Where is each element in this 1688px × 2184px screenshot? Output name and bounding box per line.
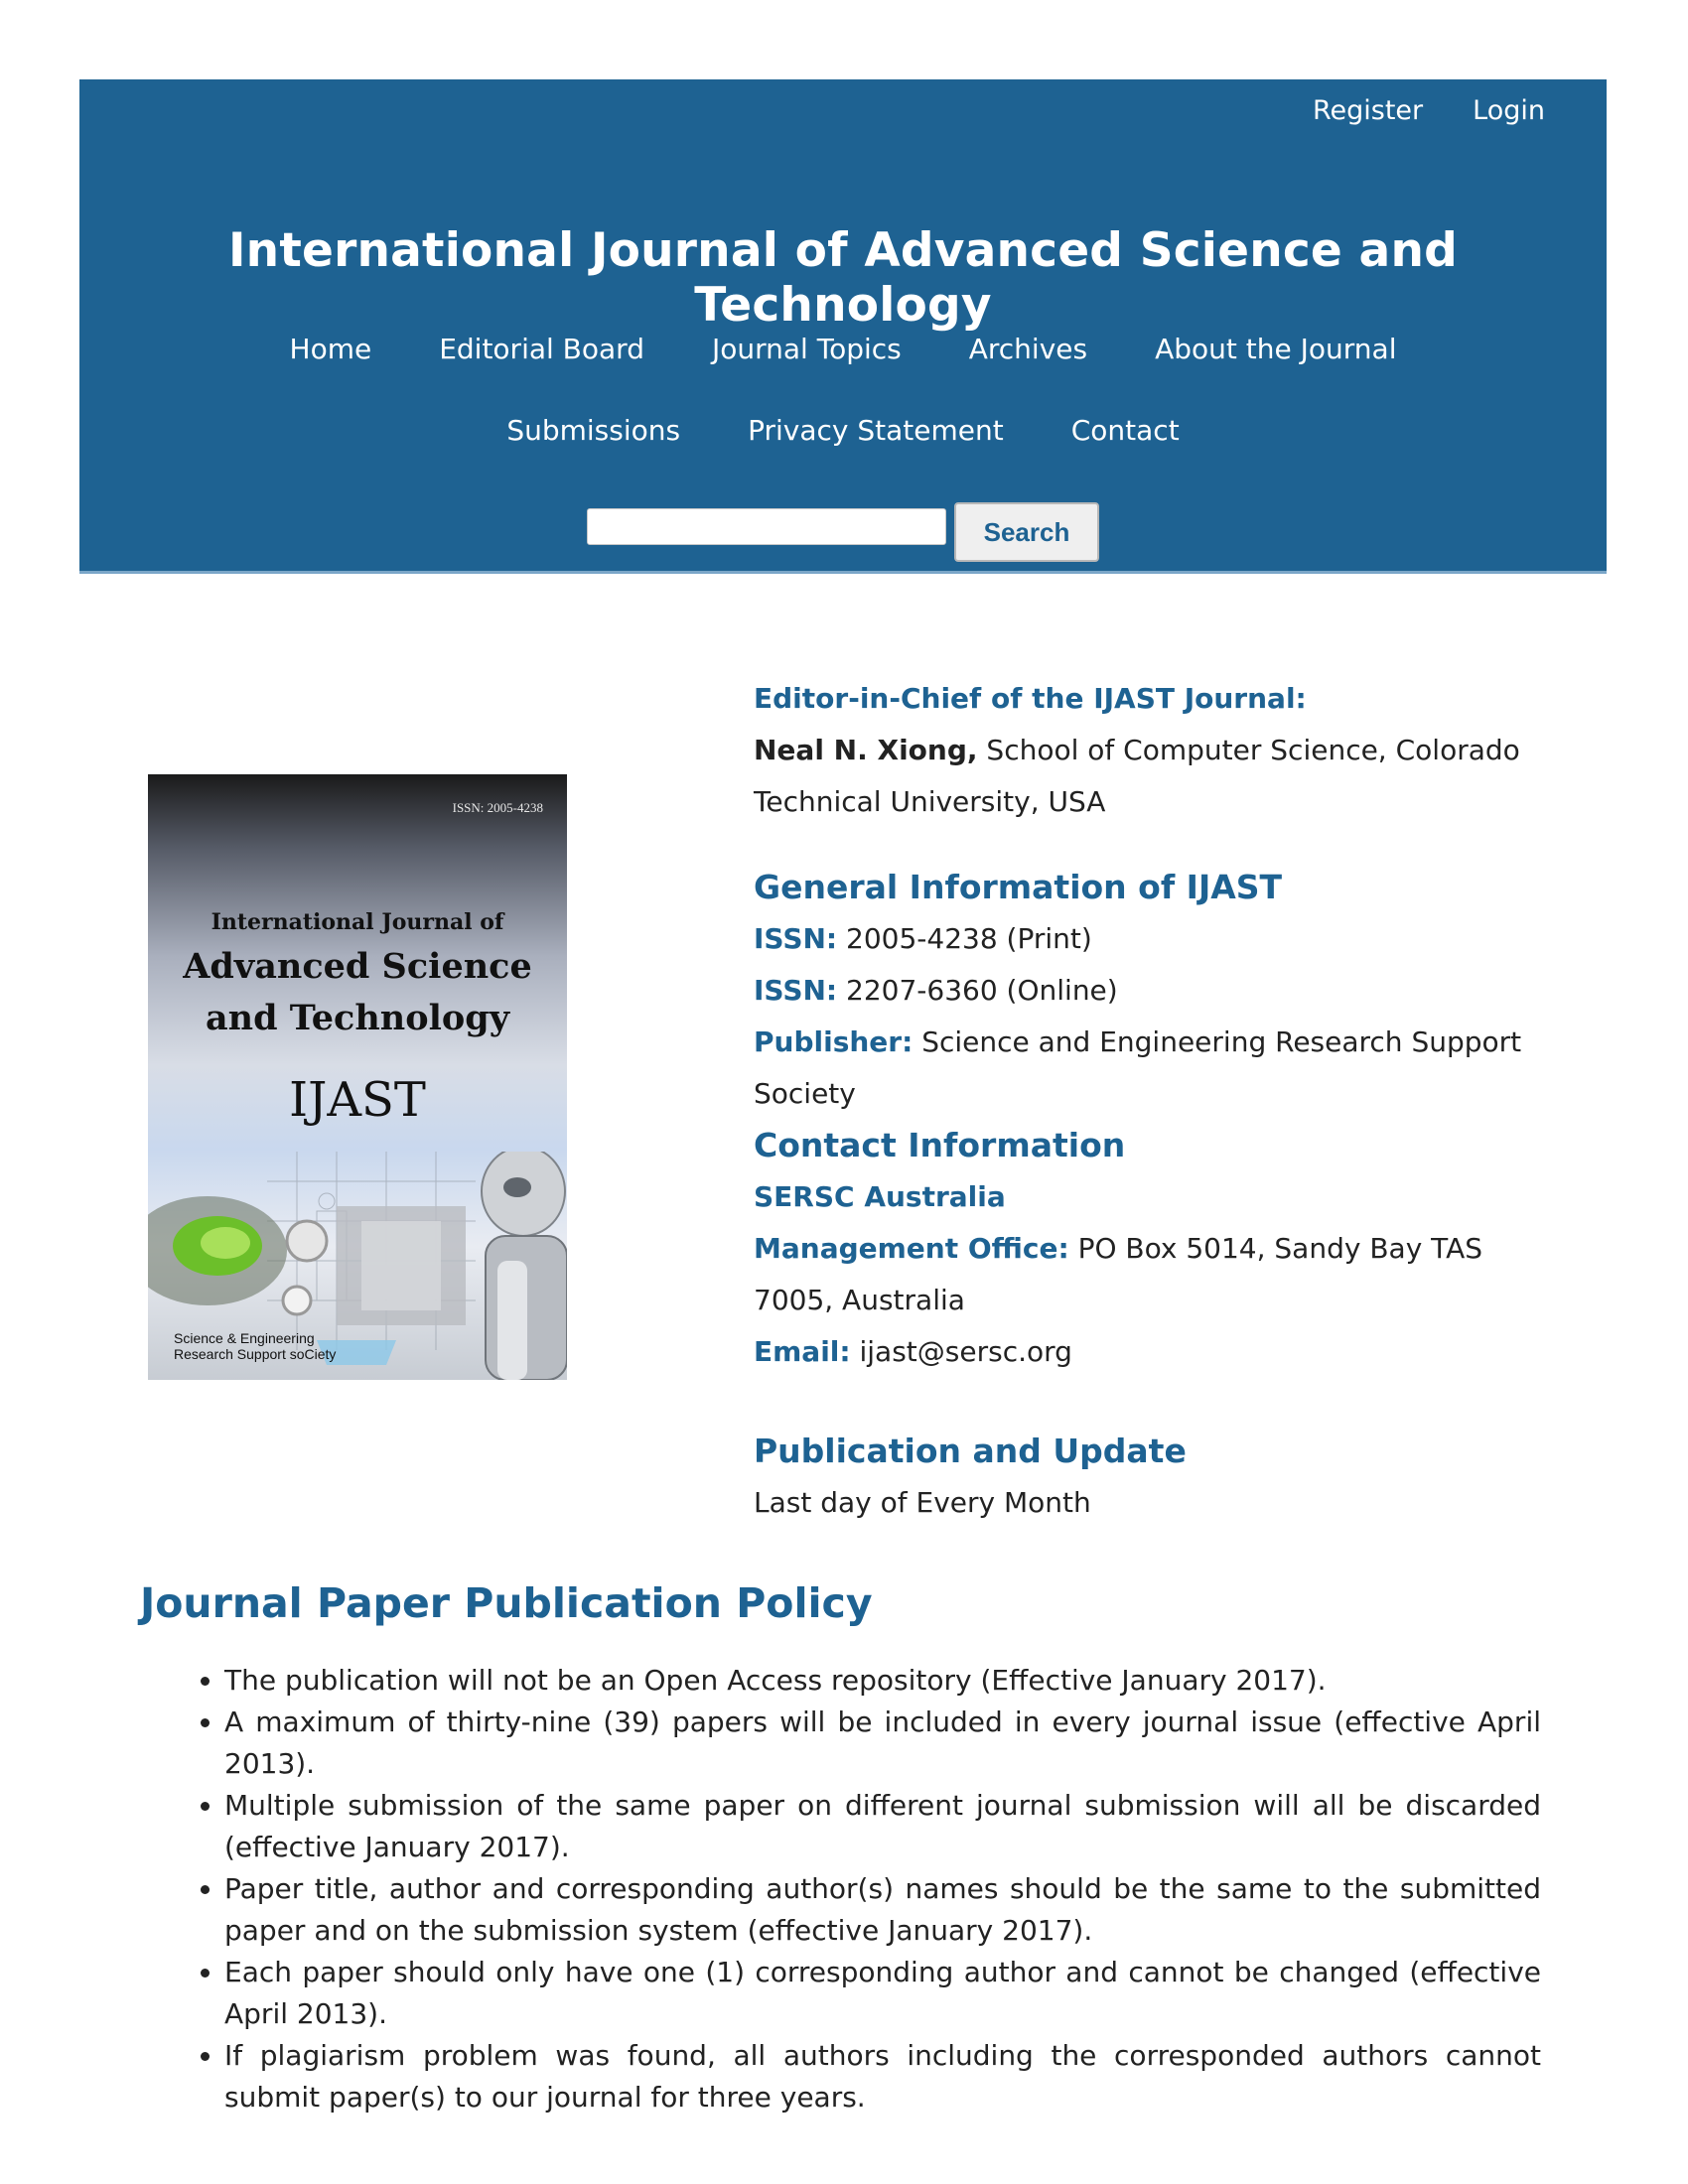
- list-item: • Multiple submission of the same paper on different journal submission will all be discarded (effective January 2017).: [224, 1785, 1541, 1868]
- main-nav: [139, 328, 1547, 453]
- contact-org: SERSC Australia: [754, 1180, 1006, 1213]
- login-link[interactable]: Login: [1473, 95, 1545, 126]
- issn-print-value: 2005-4238 (Print): [837, 922, 1092, 955]
- office-label: Management Office:: [754, 1232, 1069, 1265]
- nav-privacy-statement[interactable]: Privacy Statement: [748, 414, 1004, 447]
- editor-in-chief: [754, 725, 1548, 828]
- cover-issn: ISSN: 2005-4238: [452, 800, 543, 815]
- issn-label: ISSN:: [754, 974, 838, 1007]
- search-input[interactable]: [587, 508, 946, 545]
- editor-affiliation: School of Computer Science, Colorado Technical University, USA: [754, 734, 1520, 818]
- register-link[interactable]: Register: [1312, 95, 1424, 126]
- email-value[interactable]: ijast@sersc.org: [850, 1335, 1072, 1368]
- nav-submissions[interactable]: Submissions: [506, 414, 681, 447]
- editor-name: Neal N. Xiong,: [754, 734, 978, 766]
- issn-online: [754, 965, 1548, 1017]
- user-nav: [1313, 95, 1545, 126]
- editor-heading: Editor-in-Chief of the IJAST Journal:: [754, 682, 1307, 715]
- cover-title-line1: International Journal of: [211, 909, 504, 935]
- journal-info: [754, 673, 1548, 1529]
- nav-home[interactable]: Home: [289, 333, 372, 365]
- nav-archives[interactable]: Archives: [968, 333, 1088, 365]
- issn-print: [754, 913, 1548, 965]
- list-item: • The publication will not be an Open Access repository (Effective January 2017).: [224, 1660, 1541, 1702]
- cover-title-line2: Advanced Science and Technology: [183, 946, 532, 1038]
- search-button[interactable]: Search: [954, 502, 1099, 562]
- publisher-value: Science and Engineering Research Support Society: [754, 1025, 1522, 1110]
- publisher: [754, 1017, 1548, 1120]
- nav-contact[interactable]: Contact: [1070, 414, 1180, 447]
- publication-value: Last day of Every Month: [754, 1486, 1091, 1519]
- publication-heading: Publication and Update: [754, 1432, 1187, 1470]
- general-info-heading: General Information of IJAST: [754, 868, 1283, 906]
- nav-editorial-board[interactable]: Editorial Board: [439, 333, 644, 365]
- office-value: PO Box 5014, Sandy Bay TAS 7005, Australia: [754, 1232, 1483, 1316]
- search-form: [79, 490, 1607, 562]
- email-label: Email:: [754, 1335, 851, 1368]
- nav-journal-topics[interactable]: Journal Topics: [711, 333, 902, 365]
- list-item: • A maximum of thirty-nine (39) papers will be included in every journal issue (effective April 2013).: [224, 1702, 1541, 1785]
- contact-info-heading: Contact Information: [754, 1126, 1126, 1164]
- issn-online-value: 2207-6360 (Online): [837, 974, 1118, 1007]
- management-office: [754, 1223, 1548, 1326]
- nav-about-the-journal[interactable]: About the Journal: [1155, 333, 1397, 365]
- cover-publisher: Science & Engineering Research Support soCiety: [174, 1330, 337, 1362]
- list-item: • Paper title, author and corresponding author(s) names should be the same to the submitted paper and on the submission system (effective January 2017).: [224, 1868, 1541, 1952]
- publisher-label: Publisher:: [754, 1025, 914, 1058]
- list-item: • If plagiarism problem was found, all authors including the corresponded authors cannot submit paper(s) to our journal for three years.: [224, 2035, 1541, 2118]
- list-item: • Each paper should only have one (1) corresponding author and cannot be changed (effective April 2013).: [224, 1952, 1541, 2035]
- issn-label: ISSN:: [754, 922, 838, 955]
- policy-list: [185, 1660, 1541, 2118]
- journal-cover-image: [148, 774, 567, 1380]
- email: [754, 1326, 1548, 1378]
- site-title[interactable]: International Journal of Advanced Science and Technology: [228, 223, 1458, 333]
- policy-title: Journal Paper Publication Policy: [140, 1579, 873, 1627]
- site-header: [79, 79, 1607, 574]
- cover-acronym: IJAST: [289, 1072, 426, 1128]
